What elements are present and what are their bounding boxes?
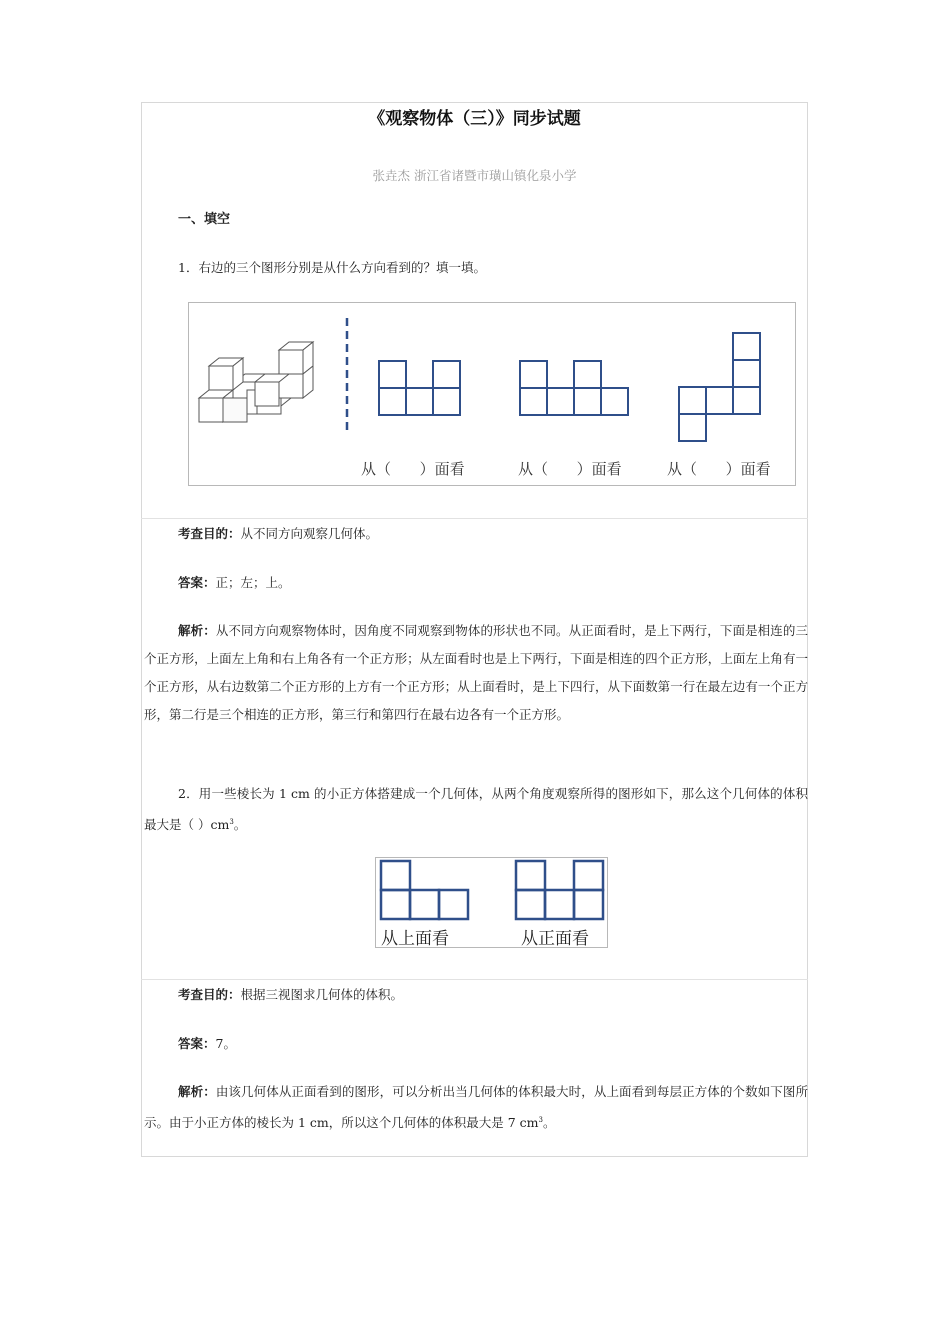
front-view-squares bbox=[379, 361, 460, 415]
q2-analysis-label: 解析： bbox=[178, 1084, 216, 1099]
q2-answer-label: 答案： bbox=[178, 1036, 216, 1051]
q2-answer bbox=[178, 1034, 236, 1052]
q2-analysis-text: 由该几何体从正面看到的图形，可以分析出当几何体的体积最大时，从上面看到每层正方体的个数如下图所示。由于小正方体的棱长为 1 cm，所以这个几何体的体积最大是 7 cm bbox=[144, 1084, 808, 1131]
q2-end: 。 bbox=[233, 817, 247, 833]
q1-purpose-label: 考查目的： bbox=[178, 526, 241, 541]
q1-answer-label: 答案： bbox=[178, 575, 216, 590]
caption-from-top: 从上面看 bbox=[381, 929, 449, 949]
caption-from-front: 从正面看 bbox=[521, 929, 589, 949]
q2-analysis-sup: 3 bbox=[538, 1116, 543, 1124]
q1-purpose-text: 从不同方向观察几何体。 bbox=[240, 526, 379, 541]
figure-1-views bbox=[188, 302, 796, 486]
q2-purpose bbox=[178, 985, 403, 1003]
top-view-fig2-squares bbox=[381, 861, 468, 919]
caption-left: 从（ ）面看 bbox=[518, 460, 622, 478]
front-view-fig2-squares bbox=[516, 861, 603, 919]
section-heading-fill-blank: 一、填空 bbox=[178, 212, 231, 227]
figure-2-views bbox=[375, 857, 608, 948]
caption-front: 从（ ）面看 bbox=[361, 460, 465, 478]
q2-analysis-end: 。 bbox=[542, 1115, 556, 1131]
divider bbox=[141, 979, 808, 980]
q2-sup: 3 bbox=[229, 818, 234, 826]
left-view-squares bbox=[520, 361, 628, 415]
q2-purpose-text: 根据三视图求几何体的体积。 bbox=[240, 987, 404, 1002]
q2-purpose-label: 考查目的： bbox=[178, 987, 241, 1002]
author-line: 张垚杰 浙江省诸暨市璜山镇化泉小学 bbox=[372, 168, 577, 183]
q2-answer-text: 7。 bbox=[215, 1036, 236, 1051]
page-title: 《观察物体（三）》同步试题 bbox=[368, 109, 581, 129]
question-2-text bbox=[144, 780, 808, 839]
q1-analysis bbox=[144, 617, 808, 729]
q1-purpose bbox=[178, 524, 378, 542]
q2-text-body: 2．用一些棱长为 1 cm 的小正方体搭建成一个几何体，从两个角度观察所得的图形如下，那么这个几何体的体积最大是（ ）cm bbox=[144, 786, 808, 833]
q2-analysis bbox=[144, 1078, 808, 1137]
question-1-text: 1．右边的三个图形分别是从什么方向看到的？填一填。 bbox=[178, 260, 486, 275]
q1-analysis-label: 解析： bbox=[178, 623, 216, 638]
cube-stack-drawing bbox=[199, 342, 313, 422]
q1-answer bbox=[178, 573, 291, 591]
q1-analysis-text: 从不同方向观察物体时，因角度不同观察到物体的形状也不同。从正面看时，是上下两行，下面是相连的三个正方形，上面左上角和右上角各有一个正方形；从左面看时也是上下两行，下面是相连的四个正方形，上面左上角有一个正方形，从右边数第二个正方形的上方有一个正方形；从上面看时，是上下四行，从下面数第一行在最左边有一个正方形，第二行是三个相连的正方形，第三行和第四行在最右边各有一个正方形。 bbox=[144, 623, 808, 722]
divider bbox=[141, 518, 808, 519]
q1-answer-text: 正；左；上。 bbox=[215, 575, 291, 590]
top-view-squares bbox=[679, 333, 760, 441]
caption-top: 从（ ）面看 bbox=[667, 460, 771, 478]
